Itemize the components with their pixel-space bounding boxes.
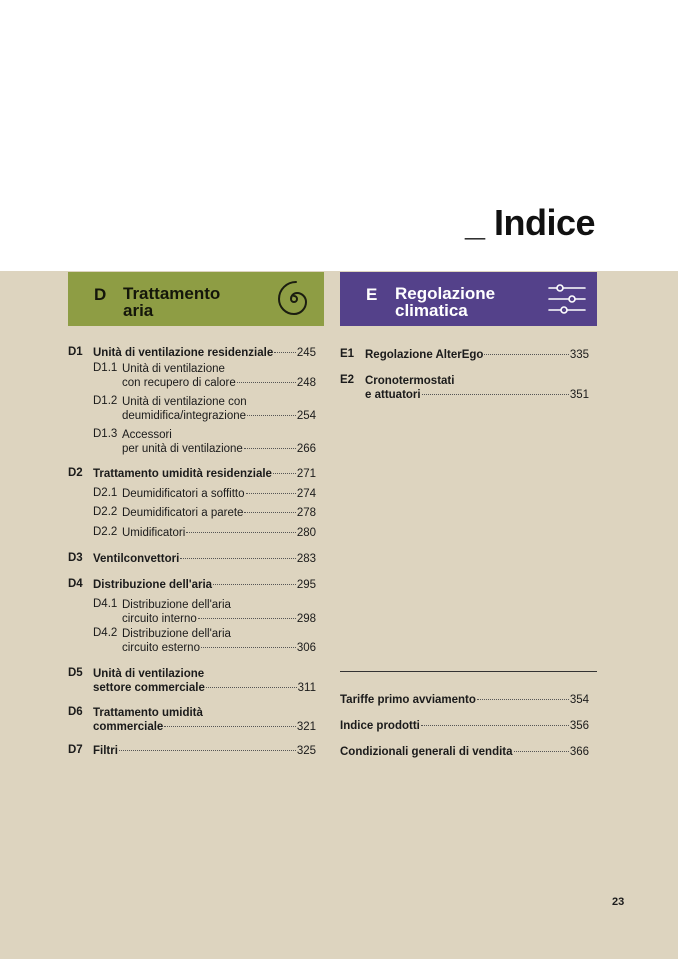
toc-code: E1 <box>340 348 355 360</box>
dot-leader <box>244 512 295 513</box>
toc-page-number: 245 <box>296 347 316 359</box>
toc-code: D2.1 <box>93 487 118 499</box>
toc-title-line: Distribuzione dell'aria <box>122 628 231 640</box>
toc-title-line: Deumidificatori a soffitto <box>122 488 245 500</box>
toc-code: E2 <box>340 374 355 386</box>
toc-code: D2 <box>68 467 83 479</box>
page-title: _ Indice <box>464 202 595 243</box>
toc-title-line: Cronotermostati <box>365 375 455 387</box>
dot-leader <box>484 354 568 355</box>
toc-page-number: 321 <box>296 721 316 733</box>
toc-page-number: 311 <box>297 682 316 694</box>
dot-leader <box>237 382 296 383</box>
toc-title-line: circuito interno <box>122 613 197 625</box>
toc-page-number: 254 <box>296 410 316 422</box>
toc-title-line: Regolazione AlterEgo <box>365 349 484 361</box>
toc-page-number: 271 <box>296 468 316 480</box>
section-title-line: aria <box>123 301 154 320</box>
toc-code: D7 <box>68 744 83 756</box>
toc-title-line: Trattamento umidità <box>93 707 203 719</box>
toc-title-line: Umidificatori <box>122 527 186 539</box>
toc-title-line: Tariffe primo avviamento <box>340 694 476 706</box>
toc-page-number: 248 <box>296 377 316 389</box>
toc-page-number: 351 <box>569 389 589 401</box>
toc-page-number: 306 <box>296 642 316 654</box>
toc-title-line: Unità di ventilazione con <box>122 396 247 408</box>
divider <box>340 671 597 672</box>
dot-leader <box>206 687 297 688</box>
toc-title-line: Unità di ventilazione residenziale <box>93 347 274 359</box>
toc-code: D4.1 <box>93 598 118 610</box>
section-title <box>123 285 220 319</box>
section-title-line: Regolazione <box>395 284 496 303</box>
toc-page-number: 274 <box>296 488 316 500</box>
dot-leader <box>477 699 569 700</box>
toc-title-line: Accessori <box>122 429 172 441</box>
toc-title-line: deumidifica/integrazione <box>122 410 247 422</box>
dot-leader <box>186 532 296 533</box>
toc-code: D4 <box>68 578 83 590</box>
toc-page-number: 356 <box>569 720 589 732</box>
toc-page-number: 280 <box>296 527 316 539</box>
toc-title-line: con recupero di calore <box>122 377 236 389</box>
dot-leader <box>119 750 296 751</box>
dot-leader <box>201 647 296 648</box>
toc-title-line: Condizionali generali di vendita <box>340 746 513 758</box>
toc-title-line: Unità di ventilazione <box>93 668 205 680</box>
dot-leader <box>273 473 296 474</box>
toc-title-line: Unità di ventilazione <box>122 363 225 375</box>
dot-leader <box>422 394 569 395</box>
dot-leader <box>180 558 296 559</box>
toc-code: D6 <box>68 706 83 718</box>
toc-page-number: 283 <box>296 553 316 565</box>
toc-code: D2.2 <box>93 506 118 518</box>
toc-title-line: per unità di ventilazione <box>122 443 243 455</box>
toc-code: D4.2 <box>93 627 118 639</box>
toc-page-number: 366 <box>569 746 589 758</box>
toc-title-line: commerciale <box>93 721 164 733</box>
dot-leader <box>514 751 569 752</box>
toc-title-line: Filtri <box>93 745 118 757</box>
toc-page-number: 354 <box>569 694 589 706</box>
toc-title-line: Distribuzione dell'aria <box>122 599 231 611</box>
section-header-e <box>340 272 597 326</box>
section-title-line: Trattamento <box>123 284 221 303</box>
toc-title-line: Ventilconvettori <box>93 553 180 565</box>
toc-title-line: Trattamento umidità residenziale <box>93 468 272 480</box>
dot-leader <box>421 725 569 726</box>
toc-title-line: e attuatori <box>365 389 421 401</box>
dot-leader <box>198 618 296 619</box>
toc-code: D5 <box>68 667 83 679</box>
toc-title-line: circuito esterno <box>122 642 200 654</box>
toc-code: D3 <box>68 552 83 564</box>
section-letter: D <box>94 285 107 304</box>
dot-leader <box>244 448 296 449</box>
toc-code: D1 <box>68 346 83 358</box>
dot-leader <box>213 584 296 585</box>
toc-page-number: 295 <box>296 579 316 591</box>
dot-leader <box>164 726 295 727</box>
toc-code: D1.3 <box>93 428 118 440</box>
section-letter: E <box>366 285 378 304</box>
toc-page-number: 266 <box>296 443 316 455</box>
toc-code: D1.2 <box>93 395 118 407</box>
toc-page-number: 325 <box>296 745 316 757</box>
toc-title-line: Indice prodotti <box>340 720 420 732</box>
dot-leader <box>247 415 296 416</box>
toc-title-line: Distribuzione dell'aria <box>93 579 213 591</box>
toc-code: D2.2 <box>93 526 118 538</box>
toc-code: D1.1 <box>93 362 118 374</box>
section-title-line: climatica <box>395 301 468 320</box>
toc-page-number: 335 <box>569 349 589 361</box>
toc-title-line: Deumidificatori a parete <box>122 507 244 519</box>
section-header-d <box>68 272 324 326</box>
toc-page-number: 298 <box>296 613 316 625</box>
dot-leader <box>274 352 296 353</box>
page-number: 23 <box>612 896 625 908</box>
toc-page-number: 278 <box>296 507 316 519</box>
dot-leader <box>246 493 296 494</box>
spiral-icon <box>274 279 314 319</box>
toc-title-line: settore commerciale <box>93 682 205 694</box>
sliders-icon <box>547 279 587 319</box>
section-title <box>395 285 495 319</box>
